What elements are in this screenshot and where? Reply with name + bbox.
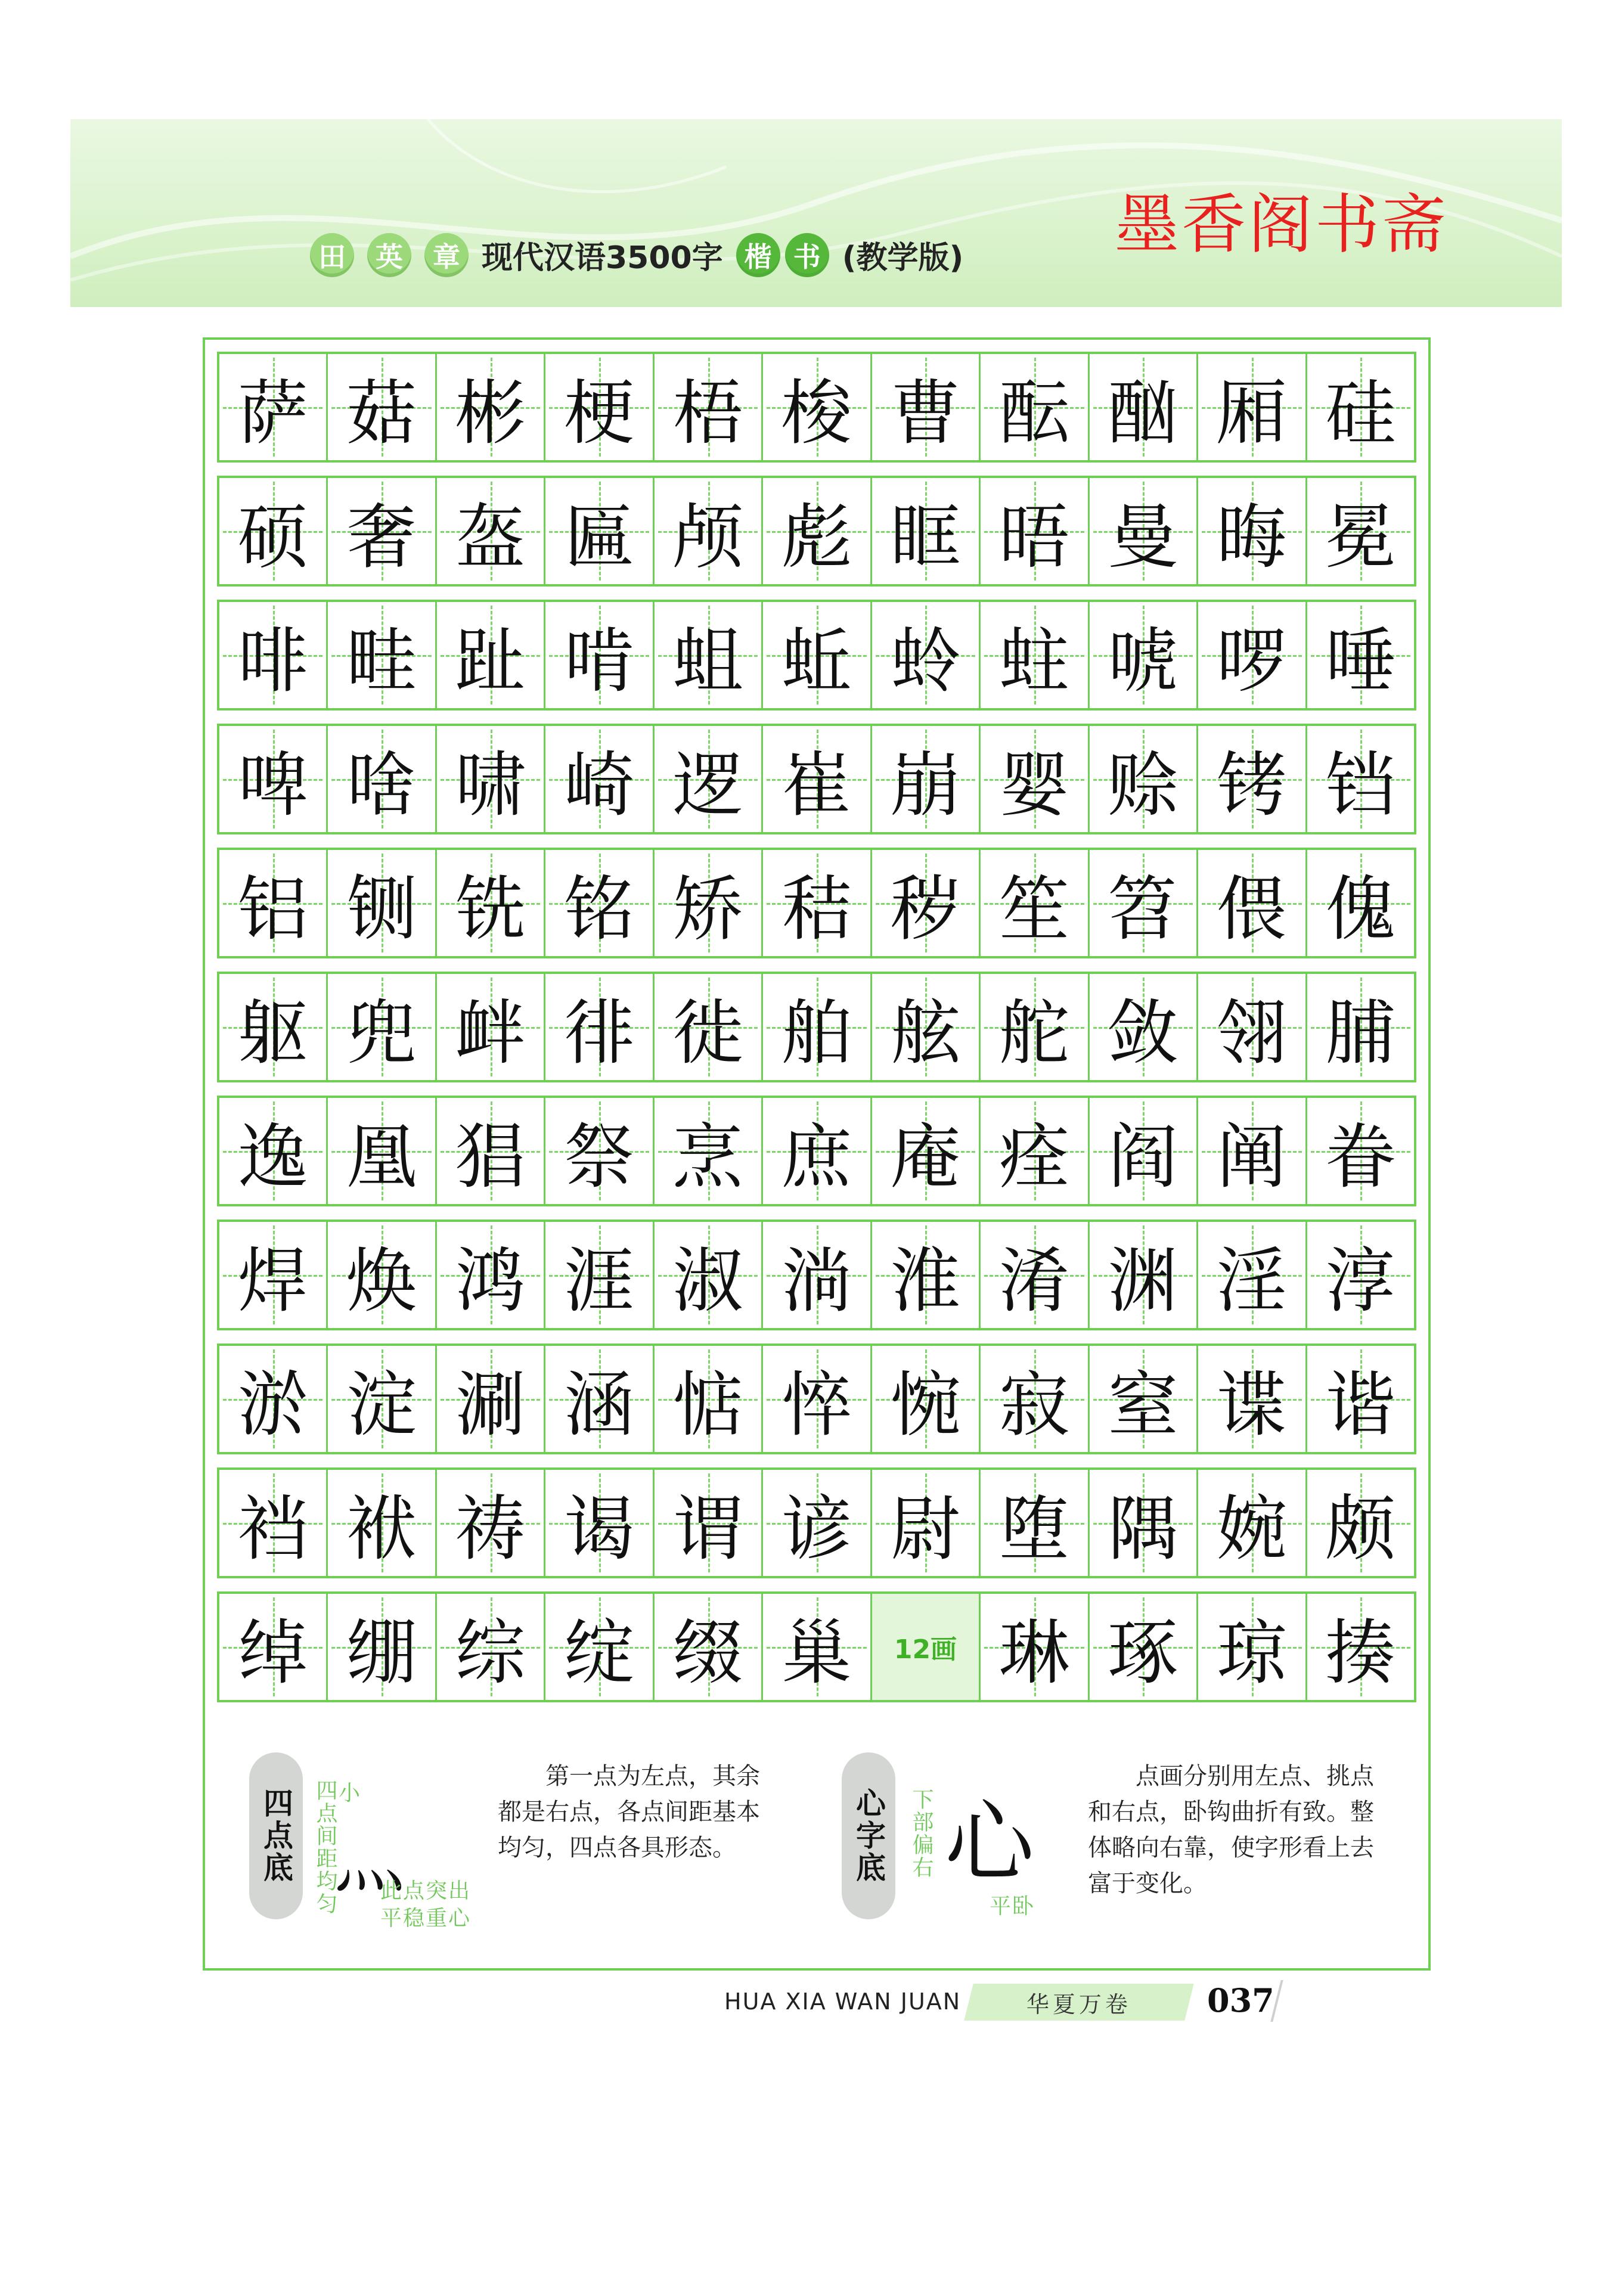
character-cell	[1090, 1346, 1198, 1452]
practice-character: 舵	[998, 992, 1069, 1074]
character-cell	[1198, 1470, 1307, 1576]
tip-note: 下部偏右	[909, 1788, 933, 1879]
character-cell	[437, 602, 545, 708]
character-cell	[219, 1594, 328, 1700]
practice-character: 淳	[1325, 1240, 1396, 1322]
character-cell	[1307, 1222, 1414, 1328]
character-cell	[437, 726, 545, 832]
character-cell	[1307, 1470, 1414, 1576]
character-cell	[1090, 1098, 1198, 1204]
practice-character: 寂	[998, 1364, 1069, 1446]
character-cell	[872, 602, 981, 708]
character-cell	[328, 1594, 436, 1700]
character-cell	[219, 1222, 328, 1328]
character-cell	[655, 1594, 763, 1700]
grid-row	[217, 1467, 1416, 1578]
practice-character: 缀	[672, 1612, 743, 1694]
practice-character: 铡	[346, 868, 417, 950]
character-cell	[437, 1594, 545, 1700]
character-cell	[328, 726, 436, 832]
character-cell	[1090, 1222, 1198, 1328]
character-cell	[1198, 602, 1307, 708]
practice-character: 矫	[672, 868, 743, 950]
practice-character: 敛	[1108, 992, 1178, 1074]
grid-row	[217, 724, 1416, 834]
character-cell	[545, 1470, 654, 1576]
practice-character: 痊	[998, 1116, 1069, 1198]
character-cell	[545, 1098, 654, 1204]
practice-character: 梗	[564, 372, 635, 454]
character-cell	[437, 1470, 545, 1576]
character-cell	[219, 1470, 328, 1576]
character-cell	[763, 1594, 872, 1700]
practice-character: 舷	[890, 992, 961, 1074]
practice-character: 婴	[998, 744, 1069, 826]
practice-character: 酝	[998, 372, 1069, 454]
practice-character: 淫	[1216, 1240, 1287, 1322]
practice-character: 崔	[781, 744, 852, 826]
character-cell	[872, 974, 981, 1080]
grid-row	[217, 1344, 1416, 1454]
character-cell	[545, 478, 654, 584]
practice-character: 窒	[1108, 1364, 1178, 1446]
character-cell	[763, 974, 872, 1080]
practice-character: 揍	[1325, 1612, 1396, 1694]
practice-character: 彬	[455, 372, 526, 454]
practice-character: 啡	[237, 620, 308, 702]
character-cell	[1090, 1594, 1198, 1700]
practice-character: 渊	[1108, 1240, 1178, 1322]
practice-character: 琳	[998, 1612, 1069, 1694]
practice-character: 铛	[1325, 744, 1396, 826]
practice-character: 惋	[890, 1364, 961, 1446]
character-cell	[1198, 1222, 1307, 1328]
practice-character: 淤	[237, 1364, 308, 1446]
character-cell	[655, 1222, 763, 1328]
character-cell	[872, 726, 981, 832]
practice-character: 彪	[781, 496, 852, 578]
practice-character: 淌	[781, 1240, 852, 1322]
practice-character: 衅	[455, 992, 526, 1074]
tip-glyph: 心	[945, 1791, 1035, 1895]
practice-character: 惦	[672, 1364, 743, 1446]
character-cell	[981, 478, 1089, 584]
practice-character: 铭	[564, 868, 635, 950]
practice-character: 堕	[998, 1488, 1069, 1570]
practice-character: 祭	[564, 1116, 635, 1198]
series-bubble: 章	[424, 233, 469, 277]
character-cell	[655, 726, 763, 832]
character-cell	[763, 726, 872, 832]
practice-character: 盔	[455, 496, 526, 578]
practice-character: 硅	[1325, 372, 1396, 454]
character-cell	[1307, 850, 1414, 956]
character-cell	[437, 974, 545, 1080]
character-cell	[328, 1222, 436, 1328]
practice-character: 阐	[1216, 1116, 1287, 1198]
practice-character: 颇	[1325, 1488, 1396, 1570]
character-cell	[1090, 974, 1198, 1080]
character-cell	[1307, 974, 1414, 1080]
grid-row	[217, 1220, 1416, 1330]
character-cell	[763, 602, 872, 708]
practice-character: 脯	[1325, 992, 1396, 1074]
character-cell	[1198, 478, 1307, 584]
practice-character: 笙	[998, 868, 1069, 950]
practice-character: 躯	[237, 992, 308, 1074]
practice-character: 祷	[455, 1488, 526, 1570]
practice-character: 裆	[237, 1488, 308, 1570]
practice-character: 淀	[346, 1364, 417, 1446]
style-bubble: 书	[785, 233, 829, 277]
character-cell	[328, 850, 436, 956]
practice-character: 徘	[564, 992, 635, 1074]
tip-note: 平卧	[990, 1894, 1035, 1919]
grid-row	[217, 600, 1416, 710]
grid-row	[217, 352, 1416, 463]
practice-character: 谓	[672, 1488, 743, 1570]
character-cell	[763, 1098, 872, 1204]
edition-label: (教学版)	[842, 240, 964, 276]
publisher-tag	[964, 1984, 1193, 2021]
grid-row	[217, 1591, 1416, 1702]
practice-character: 涮	[455, 1364, 526, 1446]
page-number: 037	[1207, 1981, 1274, 2019]
practice-character: 梧	[672, 372, 743, 454]
practice-character: 淮	[890, 1240, 961, 1322]
practice-character: 凰	[346, 1116, 417, 1198]
practice-character: 厢	[1216, 372, 1287, 454]
practice-character: 曼	[1108, 496, 1178, 578]
series-bubble: 英	[367, 233, 411, 277]
practice-character: 徙	[672, 992, 743, 1074]
character-cell	[981, 1594, 1089, 1700]
character-cell	[655, 354, 763, 460]
character-cell	[1198, 850, 1307, 956]
character-cell	[981, 726, 1089, 832]
character-cell	[1198, 354, 1307, 460]
practice-character: 涵	[564, 1364, 635, 1446]
character-cell	[219, 478, 328, 584]
practice-character: 偎	[1216, 868, 1287, 950]
publisher-cn: 华夏万卷	[1026, 1991, 1131, 2018]
character-cell	[219, 1346, 328, 1452]
practice-character: 淑	[672, 1240, 743, 1322]
book-title: 现代汉语3500字	[482, 240, 723, 276]
practice-character: 匾	[564, 496, 635, 578]
tip-note: 此点突出平稳重心	[380, 1879, 472, 1931]
practice-character: 唾	[1325, 620, 1396, 702]
character-cell	[872, 850, 981, 956]
character-cell	[1307, 1098, 1414, 1204]
character-cell	[763, 1470, 872, 1576]
character-cell	[763, 1222, 872, 1328]
practice-character: 眷	[1325, 1116, 1396, 1198]
practice-character: 赊	[1108, 744, 1178, 826]
practice-character: 琼	[1216, 1612, 1287, 1694]
character-cell	[1307, 354, 1414, 460]
practice-character: 晦	[1216, 496, 1287, 578]
practice-character: 硕	[237, 496, 308, 578]
character-cell	[219, 1098, 328, 1204]
grid-row	[217, 972, 1416, 1082]
practice-character: 冕	[1325, 496, 1396, 578]
tip-label-pill	[842, 1752, 895, 1919]
character-cell	[763, 478, 872, 584]
character-cell	[545, 1222, 654, 1328]
character-cell	[219, 850, 328, 956]
practice-character: 焕	[346, 1240, 417, 1322]
character-cell	[1090, 1470, 1198, 1576]
character-cell	[981, 1346, 1089, 1452]
practice-character: 综	[455, 1612, 526, 1694]
practice-character: 兜	[346, 992, 417, 1074]
character-cell	[328, 1470, 436, 1576]
practice-character: 啸	[455, 744, 526, 826]
grid-row	[217, 848, 1416, 958]
character-cell	[872, 1098, 981, 1204]
practice-character: 翎	[1216, 992, 1287, 1074]
character-cell	[1198, 1346, 1307, 1452]
character-cell	[437, 1098, 545, 1204]
tip-glyph: 灬	[334, 1819, 405, 1902]
character-cell	[545, 602, 654, 708]
character-cell	[1307, 1594, 1414, 1700]
character-cell	[1198, 974, 1307, 1080]
practice-character: 铝	[237, 868, 308, 950]
tip-text: 点画分别用左点、挑点和右点，卧钩曲折有致。整体略向右靠，使字形看上去富于变化。	[1088, 1763, 1374, 1897]
character-cell	[981, 354, 1089, 460]
tip-label: 四点底	[259, 1788, 293, 1884]
character-cell	[872, 1346, 981, 1452]
practice-character: 涯	[564, 1240, 635, 1322]
character-cell	[872, 1222, 981, 1328]
practice-character: 庵	[890, 1116, 961, 1198]
tip-note: 四点间距均匀	[313, 1779, 337, 1915]
practice-character: 谐	[1325, 1364, 1396, 1446]
character-cell	[219, 726, 328, 832]
character-cell	[328, 1098, 436, 1204]
tip-label-pill	[249, 1752, 303, 1919]
grid-row	[217, 1096, 1416, 1206]
character-cell	[1307, 1346, 1414, 1452]
practice-character: 傀	[1325, 868, 1396, 950]
practice-character: 梭	[781, 372, 852, 454]
practice-character: 谒	[564, 1488, 635, 1570]
character-cell	[655, 1346, 763, 1452]
stroke-count-label: 12画	[894, 1634, 957, 1665]
character-cell	[437, 354, 545, 460]
practice-character: 谍	[1216, 1364, 1287, 1446]
practice-character: 袱	[346, 1488, 417, 1570]
character-cell	[655, 602, 763, 708]
practice-character: 啤	[237, 744, 308, 826]
practice-character: 崎	[564, 744, 635, 826]
practice-character: 隅	[1108, 1488, 1178, 1570]
tip-label: 心字底	[851, 1788, 886, 1884]
character-cell	[328, 974, 436, 1080]
practice-character: 谚	[781, 1488, 852, 1570]
practice-character: 巢	[781, 1612, 852, 1694]
practice-character: 烹	[672, 1116, 743, 1198]
character-cell	[981, 850, 1089, 956]
practice-character: 悴	[781, 1364, 852, 1446]
practice-character: 崩	[890, 744, 961, 826]
practice-character: 晤	[998, 496, 1069, 578]
character-cell	[1090, 478, 1198, 584]
practice-character: 琢	[1108, 1612, 1178, 1694]
practice-character: 阎	[1108, 1116, 1178, 1198]
practice-character: 菇	[346, 372, 417, 454]
practice-character: 秽	[890, 868, 961, 950]
practice-character: 铣	[455, 868, 526, 950]
character-cell	[219, 354, 328, 460]
publisher-en: HUA XIA WAN JUAN	[724, 1988, 962, 2015]
character-cell	[981, 974, 1089, 1080]
character-cell	[328, 478, 436, 584]
character-cell	[219, 602, 328, 708]
series-bubble: 田	[310, 233, 354, 277]
practice-character: 蛀	[998, 620, 1069, 702]
character-cell	[1198, 1098, 1307, 1204]
practice-character: 淆	[998, 1240, 1069, 1322]
character-cell	[1198, 726, 1307, 832]
grid-row	[217, 476, 1416, 587]
practice-character: 铐	[1216, 744, 1287, 826]
character-cell	[981, 602, 1089, 708]
stroke-count-cell	[872, 1594, 981, 1700]
practice-character: 唬	[1108, 620, 1178, 702]
practice-character: 舶	[781, 992, 852, 1074]
character-cell	[763, 354, 872, 460]
practice-character: 逸	[237, 1116, 308, 1198]
practice-character: 眶	[890, 496, 961, 578]
character-cell	[1090, 354, 1198, 460]
practice-character: 鸿	[455, 1240, 526, 1322]
practice-character: 奢	[346, 496, 417, 578]
practice-character: 畦	[346, 620, 417, 702]
practice-character: 秸	[781, 868, 852, 950]
style-bubble: 楷	[736, 233, 780, 277]
character-cell	[981, 1098, 1089, 1204]
character-cell	[1090, 850, 1198, 956]
character-cell	[1307, 602, 1414, 708]
character-cell	[655, 974, 763, 1080]
character-cell	[1090, 726, 1198, 832]
character-cell	[655, 1098, 763, 1204]
character-cell	[437, 478, 545, 584]
practice-character: 笤	[1108, 868, 1178, 950]
practice-character: 啰	[1216, 620, 1287, 702]
practice-character: 绷	[346, 1612, 417, 1694]
practice-character: 婉	[1216, 1488, 1287, 1570]
practice-character: 焊	[237, 1240, 308, 1322]
character-cell	[437, 1222, 545, 1328]
character-cell	[219, 974, 328, 1080]
character-cell	[872, 1470, 981, 1576]
character-cell	[545, 1346, 654, 1452]
watermark-text: 墨香阁书斋	[1115, 188, 1449, 262]
practice-character: 趾	[455, 620, 526, 702]
character-cell	[328, 354, 436, 460]
character-cell	[545, 850, 654, 956]
practice-character: 逻	[672, 744, 743, 826]
tip-text: 第一点为左点，其余都是右点，各点间距基本均匀，四点各具形态。	[498, 1763, 760, 1861]
practice-character: 啥	[346, 744, 417, 826]
character-cell	[981, 1470, 1089, 1576]
character-cell	[328, 602, 436, 708]
character-cell	[872, 478, 981, 584]
tip-note: 小	[339, 1781, 362, 1805]
character-cell	[655, 478, 763, 584]
practice-character: 绰	[237, 1612, 308, 1694]
character-cell	[981, 1222, 1089, 1328]
character-cell	[437, 1346, 545, 1452]
character-cell	[1198, 1594, 1307, 1700]
character-cell	[437, 850, 545, 956]
character-cell	[1090, 602, 1198, 708]
character-cell	[655, 850, 763, 956]
character-grid	[217, 352, 1416, 1715]
practice-character: 庶	[781, 1116, 852, 1198]
character-cell	[1307, 726, 1414, 832]
practice-character: 曹	[890, 372, 961, 454]
character-cell	[545, 974, 654, 1080]
practice-character: 蛆	[672, 620, 743, 702]
series-title	[310, 232, 963, 277]
character-cell	[545, 354, 654, 460]
practice-character: 蚯	[781, 620, 852, 702]
character-cell	[763, 850, 872, 956]
practice-character: 绽	[564, 1612, 635, 1694]
character-cell	[545, 1594, 654, 1700]
practice-character: 啃	[564, 620, 635, 702]
character-cell	[1307, 478, 1414, 584]
practice-character: 尉	[890, 1488, 961, 1570]
practice-character: 酗	[1108, 372, 1178, 454]
character-cell	[545, 726, 654, 832]
character-cell	[872, 354, 981, 460]
character-cell	[328, 1346, 436, 1452]
character-cell	[655, 1470, 763, 1576]
character-cell	[763, 1346, 872, 1452]
practice-character: 蛉	[890, 620, 961, 702]
practice-character: 猖	[455, 1116, 526, 1198]
practice-character: 萨	[237, 372, 308, 454]
practice-character: 颅	[672, 496, 743, 578]
